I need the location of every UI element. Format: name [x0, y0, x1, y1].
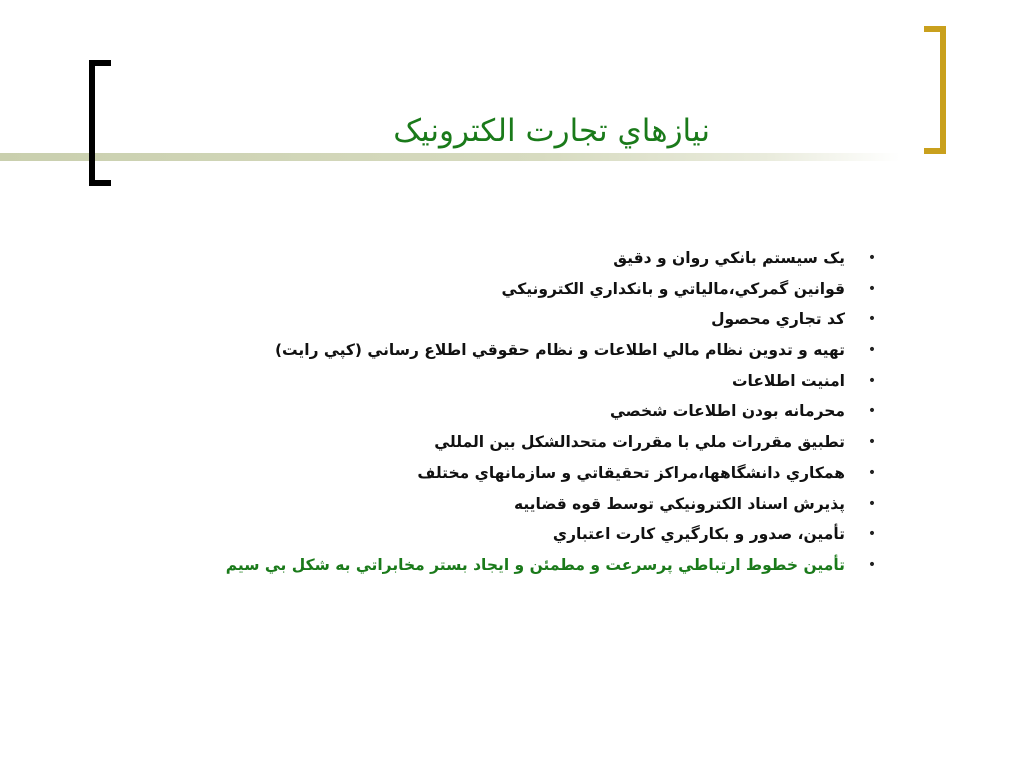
list-item-text: يک سيستم بانکي روان و دقيق [613, 249, 845, 267]
list-item [200, 519, 887, 550]
bullet-list [200, 243, 887, 581]
list-item-text: تهيه و تدوين نظام مالي اطلاعات و نظام حقوقي اطلاع رساني (کپي رايت) [274, 341, 845, 360]
right-bracket-decoration [924, 26, 946, 154]
list-item-text: قوانين گمرکي،مالياتي و بانکداري الکترونيکي [501, 279, 845, 298]
list-item [200, 489, 887, 520]
bullet-dot-icon: • [867, 556, 877, 573]
list-item [200, 550, 887, 581]
list-item [200, 335, 887, 366]
list-item [200, 396, 887, 427]
list-item-text: تطبيق مقررات ملي با مقررات متحدالشکل بين المللي [434, 433, 845, 452]
bullet-dot-icon: • [867, 495, 877, 512]
list-item [200, 274, 887, 305]
bullet-dot-icon: • [867, 280, 877, 297]
bullet-dot-icon: • [867, 311, 877, 328]
list-item-text: امنيت اطلاعات [731, 371, 845, 390]
list-item-text: کد تجاري محصول [711, 310, 845, 329]
bullet-dot-icon: • [867, 403, 877, 420]
list-item [200, 427, 887, 458]
bullet-dot-icon: • [867, 250, 877, 266]
list-item-text: محرمانه بودن اطلاعات شخصي [610, 402, 845, 421]
list-item-text: همکاري دانشگاهها،مراکز تحقيقاتي و سازمانهاي مختلف [417, 463, 845, 482]
bullet-dot-icon: • [867, 434, 877, 451]
list-item-text: تأمين، صدور و بکارگيري کارت اعتباري [552, 525, 845, 544]
list-item-text: تأمين خطوط ارتباطي پرسرعت و مطمئن و ايجاد بستر مخابراتي به شکل بي سيم [225, 555, 845, 574]
left-bracket-decoration [89, 60, 111, 186]
slide-title: نيازهاي تجارت الکترونيک [393, 113, 710, 149]
bullet-dot-icon: • [867, 342, 877, 359]
list-item [200, 304, 887, 335]
list-item [200, 366, 887, 397]
bullet-dot-icon: • [867, 464, 877, 481]
list-item [200, 458, 887, 489]
bullet-dot-icon: • [867, 372, 877, 389]
list-item [200, 243, 887, 274]
list-item-text: پذيرش اسناد الکترونيکي توسط قوه قضاييه [513, 494, 845, 513]
bullet-dot-icon: • [867, 526, 877, 543]
